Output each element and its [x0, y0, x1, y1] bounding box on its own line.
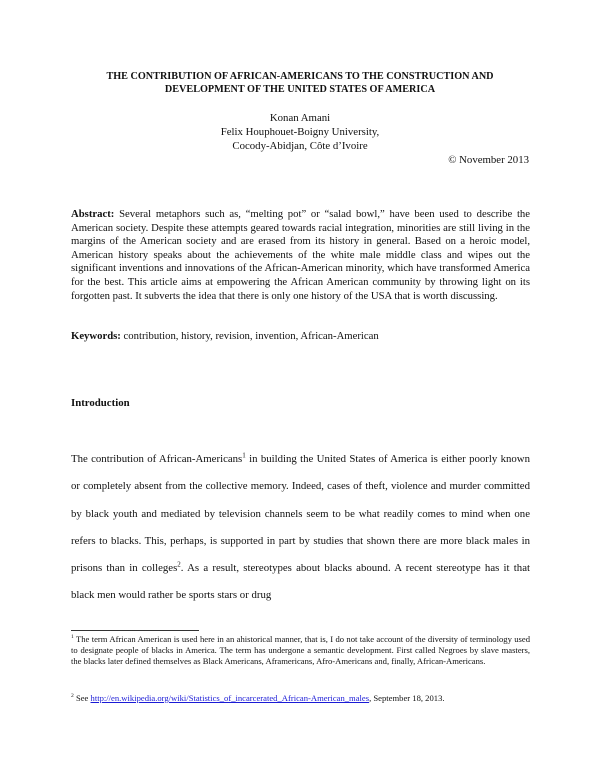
keywords-text: contribution, history, revision, invention, African-American	[120, 330, 379, 342]
copyright-date: © November 2013	[448, 154, 529, 166]
intro-text-part-3: . As a result, stereotypes about blacks abound. A recent stereotype has it that black men would rather be sports stars or drug	[71, 562, 530, 602]
author-name: Konan Amani	[269, 112, 331, 124]
author-affiliation: Felix Houphouet-Boigny University,	[220, 126, 380, 138]
paper-title	[60, 70, 540, 96]
footnote-divider	[71, 630, 199, 631]
footnote-2	[71, 693, 530, 704]
abstract	[71, 208, 530, 303]
title-line-1: THE CONTRIBUTION OF AFRICAN-AMERICANS TO THE CONSTRUCTION AND	[106, 71, 494, 82]
footnote-1-marker: 1	[71, 634, 74, 641]
keywords	[71, 329, 530, 343]
introduction-paragraph	[71, 446, 530, 610]
footnote-ref-2[interactable]: 2	[177, 560, 181, 569]
intro-text-part-1: The contribution of African-Americans	[71, 453, 243, 465]
footnote-2-marker: 2	[71, 693, 74, 700]
footnote-ref-1[interactable]: 1	[242, 451, 246, 460]
keywords-label: Keywords:	[71, 330, 121, 342]
footnote-1	[71, 634, 530, 668]
abstract-text: Several metaphors such as, “melting pot” or “salad bowl,” have been used to describe the American society. Despite these attempts geared towards racial integration, minorities are still living in the margins of the American society and are erased from its history in general. Based on a heroic model, American history speaks about the achievements of the white male middle class and wipes out the significant inventions and innovations of the African-American minority, which have transformed America for the best. This article aims at empowering the African American community by throwing light on its forgotten past. It subverts the idea that there is only one history of the USA that is worth discussing.	[71, 208, 530, 302]
abstract-label: Abstract:	[71, 208, 115, 220]
section-heading-introduction: Introduction	[71, 397, 130, 409]
author-location: Cocody-Abidjan, Côte d’Ivoire	[232, 140, 368, 152]
footnote-2-prefix: See	[73, 693, 91, 703]
author-block	[150, 111, 450, 153]
footnote-2-suffix: , September 18, 2013.	[369, 693, 445, 703]
title-line-2: DEVELOPMENT OF THE UNITED STATES OF AMERICA	[164, 84, 436, 95]
footnote-1-text: The term African American is used here in an ahistorical manner, that is, I do not take account of the diversity of terminology used to designate people of blacks in America. The term has undergone a semantic development. First called Negroes by slave masters, the blacks later defined themselves as Black Americans, Aframericans, Afro-Americans and, finally, African-Americans.	[71, 634, 530, 667]
intro-text-part-2: in building the United States of America is either poorly known or completely absent from the collective memory. Indeed, cases of theft, violence and murder committed by black youth and mediated by television channels seem to be what readily comes to mind when one refers to blacks. This, perhaps, is supported in part by studies that shown there are more black males in prisons than in colleges	[71, 453, 530, 575]
footnote-2-link[interactable]: http://en.wikipedia.org/wiki/Statistics_of_incarcerated_African-American_males	[90, 693, 370, 703]
